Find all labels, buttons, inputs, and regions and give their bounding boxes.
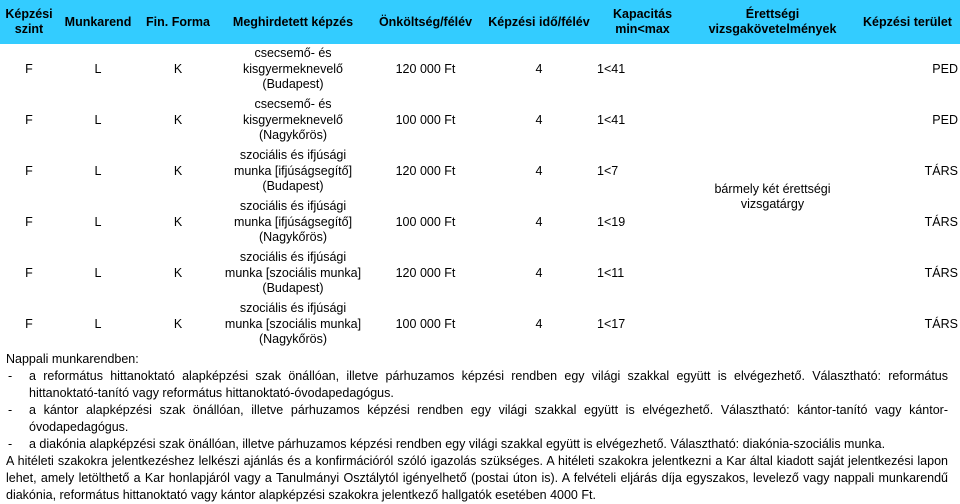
cell-program: szociális és ifjúsági munka [ifjúságsegítő] (Nagykőrös) [233, 199, 353, 245]
cell-capacity: 1<11 [597, 265, 625, 280]
header-program: Meghirdetett képzés [218, 0, 368, 44]
cell-area: TÁRS [924, 316, 958, 331]
notes-bullet [6, 436, 948, 453]
header-fee: Önköltség/félév [368, 0, 483, 44]
cell-duration: 4 [535, 214, 543, 229]
cell-area: PED [932, 112, 958, 127]
cell-funding: K [173, 265, 183, 280]
bullet-dash: - [8, 403, 13, 417]
cell-area: TÁRS [924, 265, 958, 280]
notes-paragraph: A hitéleti szakokra jelentkezéshez lelkészi ajánlás és a konfirmációról szóló igazolás szükséges. A hitéleti szakokra jelentkezni a Kar által kiadott saját jelentkezési lapon lehet, amely letölthető a Kar honlapjáról vagy a Tanulmányi Osztálytól igényelhető (postai úton is). A felvételi eljárás díja egyszakos, levelező vagy nappali munkarendű diakónia, református hittanoktató vagy kántor alapképzési szakokra jelentkező hallgatók esetében 4000 Ft. [6, 454, 948, 502]
table-header-row [0, 0, 960, 44]
cell-funding: K [173, 112, 183, 127]
notes-bullet-text: a református hittanoktató alapképzési szak önállóan, illetve párhuzamos képzési rendben egy világi szakkal együtt is elvégezhető. Választható: református hittanoktató-tanító vagy református hittanoktató-óvodapedagógus. [29, 369, 948, 400]
cell-schedule: L [94, 112, 102, 127]
cell-funding: K [173, 163, 183, 178]
cell-requirements [690, 44, 855, 350]
cell-program: szociális és ifjúsági munka [szociális munka] (Budapest) [224, 250, 362, 296]
cell-capacity: 1<17 [597, 316, 626, 331]
cell-program: szociális és ifjúsági munka [ifjúságsegítő] (Budapest) [233, 148, 353, 194]
notes-bullet-text: a diakónia alapképzési szak önállóan, illetve párhuzamos képzési rendben egy világi szakkal együtt is elvégezhető. Választható: diakónia-szociális munka. [29, 437, 886, 451]
header-funding: Fin. Forma [138, 0, 218, 44]
header-area: Képzési terület [855, 0, 960, 44]
notes-bullet [6, 368, 948, 402]
cell-duration: 4 [535, 61, 543, 76]
cell-level: F [25, 214, 33, 229]
cell-level: F [25, 163, 33, 178]
cell-capacity: 1<41 [597, 61, 626, 76]
cell-program: szociális és ifjúsági munka [szociális munka] (Nagykőrös) [224, 301, 362, 347]
cell-duration: 4 [535, 112, 543, 127]
cell-funding: K [173, 316, 183, 331]
cell-fee: 100 000 Ft [395, 316, 456, 331]
requirements-line-1: bármely két érettségi [714, 181, 831, 196]
cell-area: TÁRS [924, 163, 958, 178]
cell-funding: K [173, 214, 183, 229]
cell-level: F [25, 316, 33, 331]
cell-duration: 4 [535, 163, 543, 178]
cell-duration: 4 [535, 316, 543, 331]
cell-area: TÁRS [924, 214, 958, 229]
cell-duration: 4 [535, 265, 543, 280]
header-capacity: Kapacitás min<max [595, 0, 690, 44]
header-schedule: Munkarend [58, 0, 138, 44]
header-level: Képzési szint [0, 0, 58, 44]
cell-schedule: L [94, 265, 102, 280]
cell-area: PED [932, 61, 958, 76]
cell-fee: 100 000 Ft [395, 214, 456, 229]
cell-schedule: L [94, 61, 102, 76]
cell-program: csecsemő- és kisgyermeknevelő (Budapest) [242, 46, 344, 92]
bullet-dash: - [8, 369, 13, 383]
cell-fee: 120 000 Ft [395, 61, 456, 76]
cell-fee: 100 000 Ft [395, 112, 456, 127]
cell-schedule: L [94, 316, 102, 331]
requirements-line-2: vizsgatárgy [740, 197, 805, 211]
cell-fee: 120 000 Ft [395, 265, 456, 280]
cell-schedule: L [94, 214, 102, 229]
bullet-dash: - [8, 437, 13, 451]
cell-schedule: L [94, 163, 102, 178]
table-row [0, 44, 960, 95]
header-duration: Képzési idő/félév [483, 0, 595, 44]
cell-fee: 120 000 Ft [395, 163, 456, 178]
cell-level: F [25, 112, 33, 127]
cell-program: csecsemő- és kisgyermeknevelő (Nagykőrös) [242, 97, 344, 143]
notes-title: Nappali munkarendben: [6, 352, 139, 366]
notes-bullet [6, 402, 948, 436]
cell-capacity: 1<19 [597, 214, 626, 229]
cell-level: F [25, 61, 33, 76]
notes-bullet-text: a kántor alapképzési szak önállóan, illetve párhuzamos képzési rendben egy világi szakkal együtt is elvégezhető. Választható: kántor-tanító vagy kántor-óvodapedagógus. [29, 403, 948, 434]
cell-capacity: 1<7 [597, 163, 619, 178]
cell-capacity: 1<41 [597, 112, 626, 127]
cell-funding: K [173, 61, 183, 76]
notes-section [6, 351, 948, 504]
header-requirements: Érettségi vizsgakövetelmények [690, 0, 855, 44]
cell-level: F [25, 265, 33, 280]
